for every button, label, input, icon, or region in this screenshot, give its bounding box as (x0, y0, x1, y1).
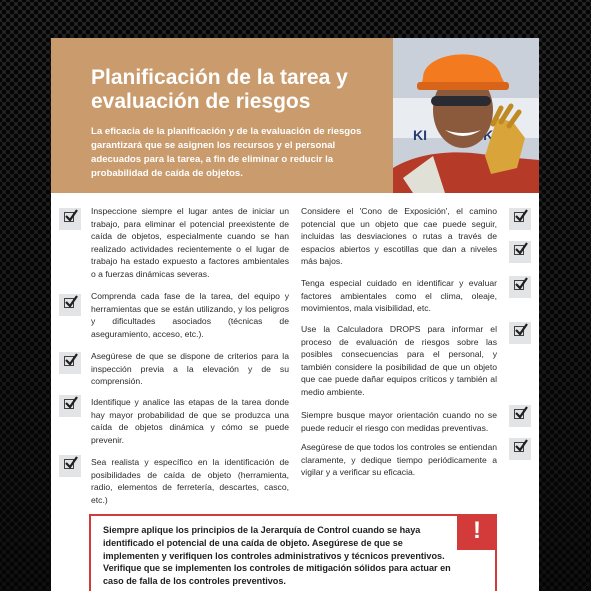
checkbox-checked-icon (514, 442, 524, 452)
checkbox-checked-icon (64, 459, 74, 469)
document-sheet (51, 38, 539, 591)
checklist-item-right-5: Asegúrese de que todos los controles se entiendan claramente, y dedique tiempo periódicamente a vigilar y a verificar su eficacia. (301, 442, 497, 478)
worker-photo (393, 38, 539, 193)
checkbox-right-5 (509, 405, 531, 427)
callout-text: Siempre aplique los principios de la Jerarquía de Control cuando se haya identificado el potencial de una caída de objeto. Asegúrese de que se implementen y verifiquen los controles administrativos y técnicos preventivos. Verifique que se implementen los controles de mitigación sólidos para actuar en caso de falla de los controles preventivos. (103, 525, 451, 587)
checklist-item-left-3: Asegúrese de que se dispone de criterios para la inspección previa a la elevación y de su comprensión. (91, 351, 289, 387)
checkbox-right-6 (509, 438, 531, 460)
checkbox-checked-icon (64, 212, 74, 222)
checkbox-right-4 (509, 322, 531, 344)
checkbox-left-1 (59, 208, 81, 230)
page-title (91, 66, 391, 114)
checklist-item-right-3: Use la Calculadora DROPS para informar el proceso de evaluación de riesgos sobre las posibles consecuencias para el personal, y también considere la posibilidad de que un objeto que cae puede dañar equipos críticos y también al medio ambiente. (301, 324, 497, 397)
checkbox-right-3 (509, 276, 531, 298)
exclamation-icon: ! (473, 517, 481, 544)
checkbox-left-5 (59, 455, 81, 477)
checkbox-checked-icon (64, 356, 74, 366)
alert-badge (457, 514, 497, 550)
checkbox-checked-icon (514, 326, 524, 336)
sign-text-left: KI (413, 127, 427, 143)
checkbox-left-3 (59, 352, 81, 374)
worker-with-hard-hat-icon (393, 38, 539, 193)
checklist-item-right-1: Considere el 'Cono de Exposición', el camino potencial que un objeto que cae puede seguir, incluidas las desviaciones o rutas a través de espacios abiertos y escotillas que dan a niveles más bajos. (301, 206, 497, 267)
checkbox-checked-icon (514, 280, 524, 290)
checklist-item-left-5: Sea realista y específico en la identificación de posibilidades de caída de objeto (herramienta, radio, elementos de ferretería, descartes, casco, etc.) (91, 457, 289, 505)
hierarchy-of-control-callout (89, 514, 497, 591)
checkbox-left-4 (59, 395, 81, 417)
checkbox-checked-icon (514, 409, 524, 419)
checklist-item-right-2: Tenga especial cuidado en identificar y evaluar factores ambientales como el clima, oleaje, movimientos, mala visibilidad, etc. (301, 278, 497, 314)
intro-paragraph: La eficacia de la planificación y de la evaluación de riesgos garantizará que se asignen los recursos y el personal adecuados para la tarea, a fin de eliminar o reducir la probabilidad de caída de objetos. (91, 126, 362, 179)
checkbox-checked-icon (514, 245, 524, 255)
checklist-item-left-4: Identifique y analice las etapas de la tarea donde hay mayor probabilidad de que se produzca una caída de objetos dinámica y cómo se puede prevenir. (91, 397, 289, 445)
title-line-2: evaluación de riesgos (91, 90, 311, 113)
checkbox-checked-icon (514, 212, 524, 222)
header-banner (51, 38, 539, 193)
checkbox-checked-icon (64, 399, 74, 409)
checkbox-right-2 (509, 241, 531, 263)
checkbox-right-1 (509, 208, 531, 230)
checklist-item-right-4: Siempre busque mayor orientación cuando no se puede reducir el riesgo con medidas preventivas. (301, 410, 497, 433)
checkbox-checked-icon (64, 298, 74, 308)
checklist-item-left-1: Inspeccione siempre el lugar antes de iniciar un trabajo, para eliminar el potencial preexistente de caída de objetos, especialmente cuando se han realizado actividades recientemente o el lugar de trabajo ha estado expuesto a factores ambientales o a fuerzas dinámicas severas. (91, 206, 289, 279)
checkbox-left-2 (59, 294, 81, 316)
title-line-1: Planificación de la tarea y (91, 66, 348, 89)
checklist-item-left-2: Comprenda cada fase de la tarea, del equipo y herramientas que se están utilizando, y los peligros y dificultades asociados (técnicas de aseguramiento, acceso, etc.). (91, 291, 289, 339)
